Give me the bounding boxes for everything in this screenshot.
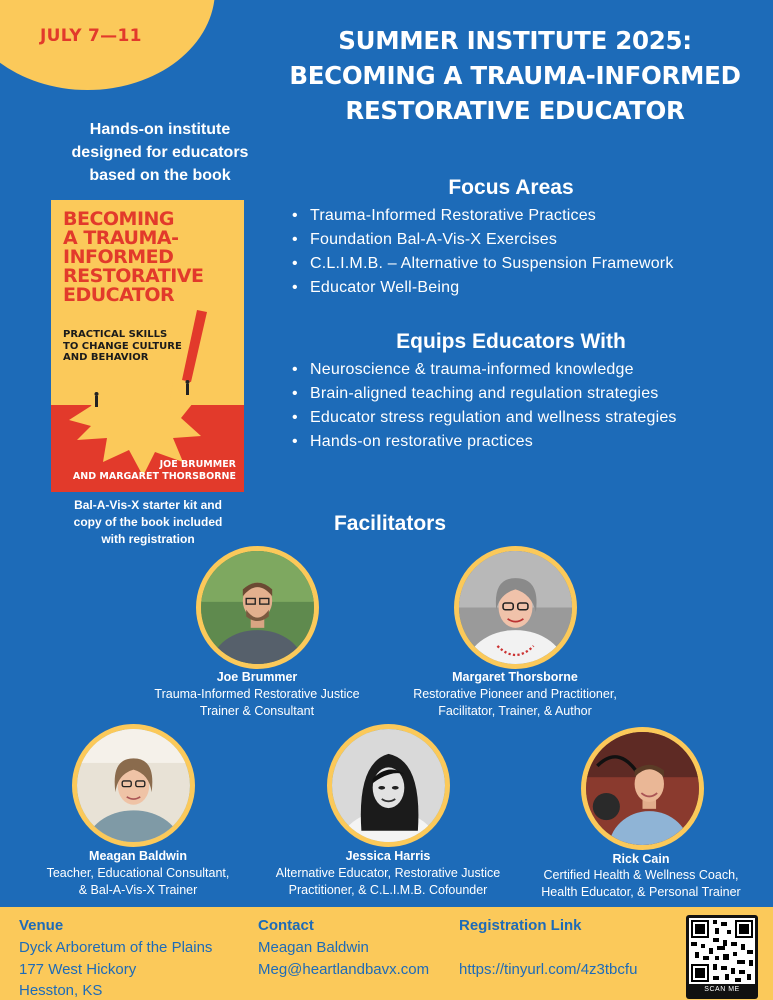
event-dates: JULY 7—11 [40, 26, 142, 46]
facilitator-role [250, 865, 526, 900]
book-author: AND MARGARET THORSBORNE [72, 470, 236, 482]
blurb-line: Hands-on institute [89, 121, 231, 138]
contact-name: Meagan Baldwin [258, 938, 369, 956]
book-author: JOE BRUMMER [159, 459, 236, 471]
institute-blurb [40, 118, 280, 188]
person-photo-illustration [586, 732, 699, 845]
facilitators-heading: Facilitators [333, 512, 447, 535]
book-subtitle-line: PRACTICAL SKILLS [63, 329, 168, 340]
venue-line: Hesston, KS [19, 982, 103, 1000]
facilitator-name: Margaret Thorsborne [452, 670, 578, 684]
facilitator-name: Joe Brummer [216, 670, 298, 684]
person-photo-illustration [77, 729, 190, 842]
footer-bar [0, 907, 773, 1000]
equips-list [288, 358, 677, 454]
venue-line: 177 West Hickory [19, 960, 137, 978]
facilitator-role [127, 686, 387, 721]
book-subtitle-line: TO CHANGE CULTURE [63, 340, 182, 352]
book-authors [73, 459, 236, 482]
book-title-line: INFORMED [63, 246, 174, 268]
kit-note [40, 497, 256, 547]
facilitator-role [385, 686, 645, 721]
book-cover [51, 200, 244, 492]
facilitator-name: Jessica Harris [345, 849, 431, 863]
title-line-3: RESTORATIVE EDUCATOR [345, 95, 685, 125]
kit-note-line: Bal-A-Vis-X starter kit and [74, 498, 222, 512]
contact-heading: Contact [258, 917, 314, 934]
blurb-line: designed for educators [71, 144, 249, 162]
list-item: • Neuroscience & trauma-informed knowledge [288, 358, 677, 382]
title-line-2: BECOMING A TRAUMA-INFORMED [289, 60, 741, 90]
facilitator-role [18, 865, 258, 900]
venue-heading: Venue [19, 917, 64, 934]
facilitator-photo-joe-brummer [196, 546, 319, 669]
qr-label: SCAN ME [704, 986, 740, 993]
facilitator-photo-margaret-thorsborne [454, 546, 577, 669]
role-line: Teacher, Educational Consultant, [46, 866, 230, 880]
facilitator-name: Meagan Baldwin [89, 849, 187, 863]
facilitator-name: Rick Cain [612, 852, 670, 866]
role-line: Facilitator, Trainer, & Author [438, 704, 592, 719]
facilitator-photo-meagan-baldwin [72, 724, 195, 847]
list-item: • Trauma-Informed Restorative Practices [288, 204, 674, 228]
equips-heading: Equips Educators With [396, 330, 626, 353]
list-item: • Educator stress regulation and wellness strategies [288, 406, 677, 430]
role-line: Restorative Pioneer and Practitioner, [413, 687, 617, 701]
list-item: • Brain-aligned teaching and regulation strategies [288, 382, 677, 406]
book-title-line: BECOMING [63, 208, 175, 230]
book-title-line: EDUCATOR [63, 284, 175, 306]
list-item: • Educator Well-Being [288, 276, 674, 300]
book-subtitle [63, 329, 182, 364]
blurb-line: based on the book [89, 167, 231, 185]
person-photo-illustration [332, 729, 445, 842]
role-line: Trauma-Informed Restorative Justice [154, 687, 360, 701]
book-title [63, 210, 203, 305]
focus-areas-heading: Focus Areas [448, 176, 574, 199]
role-line: Health Educator, & Personal Trainer [541, 885, 741, 900]
focus-areas-list [288, 204, 674, 300]
contact-block [258, 915, 429, 980]
facilitator-photo-jessica-harris [327, 724, 450, 847]
person-photo-illustration [459, 551, 572, 664]
contact-email[interactable]: Meg@heartlandbavx.com [258, 960, 430, 978]
person-photo-illustration [201, 551, 314, 664]
list-item: • Hands-on restorative practices [288, 430, 677, 454]
kit-note-line: with registration [101, 531, 195, 546]
facilitator-role [521, 867, 761, 902]
registration-block [459, 915, 637, 981]
role-line: & Bal-A-Vis-X Trainer [78, 883, 198, 898]
role-line: Trainer & Consultant [199, 704, 315, 719]
facilitator-photo-rick-cain [581, 727, 704, 850]
book-title-line: RESTORATIVE [63, 265, 204, 287]
qr-code-icon [689, 918, 755, 984]
venue-line: Dyck Arboretum of the Plains [19, 938, 213, 956]
qr-code[interactable] [686, 915, 758, 999]
role-line: Practitioner, & C.L.I.M.B. Cofounder [288, 883, 488, 898]
role-line: Certified Health & Wellness Coach, [543, 868, 739, 882]
list-item: • C.L.I.M.B. – Alternative to Suspension Framework [288, 252, 674, 276]
role-line: Alternative Educator, Restorative Justice [275, 866, 501, 880]
registration-link[interactable]: https://tinyurl.com/4z3tbcfu [459, 960, 638, 978]
list-item: • Foundation Bal-A-Vis-X Exercises [288, 228, 674, 252]
title-line-1: SUMMER INSTITUTE 2025: [338, 26, 692, 55]
registration-heading: Registration Link [459, 917, 582, 934]
kit-note-line: copy of the book included [73, 514, 223, 529]
book-title-line: A TRAUMA- [63, 227, 179, 249]
book-subtitle-line: AND BEHAVIOR [63, 352, 149, 363]
page-title [270, 24, 760, 128]
venue-block [19, 915, 212, 1000]
